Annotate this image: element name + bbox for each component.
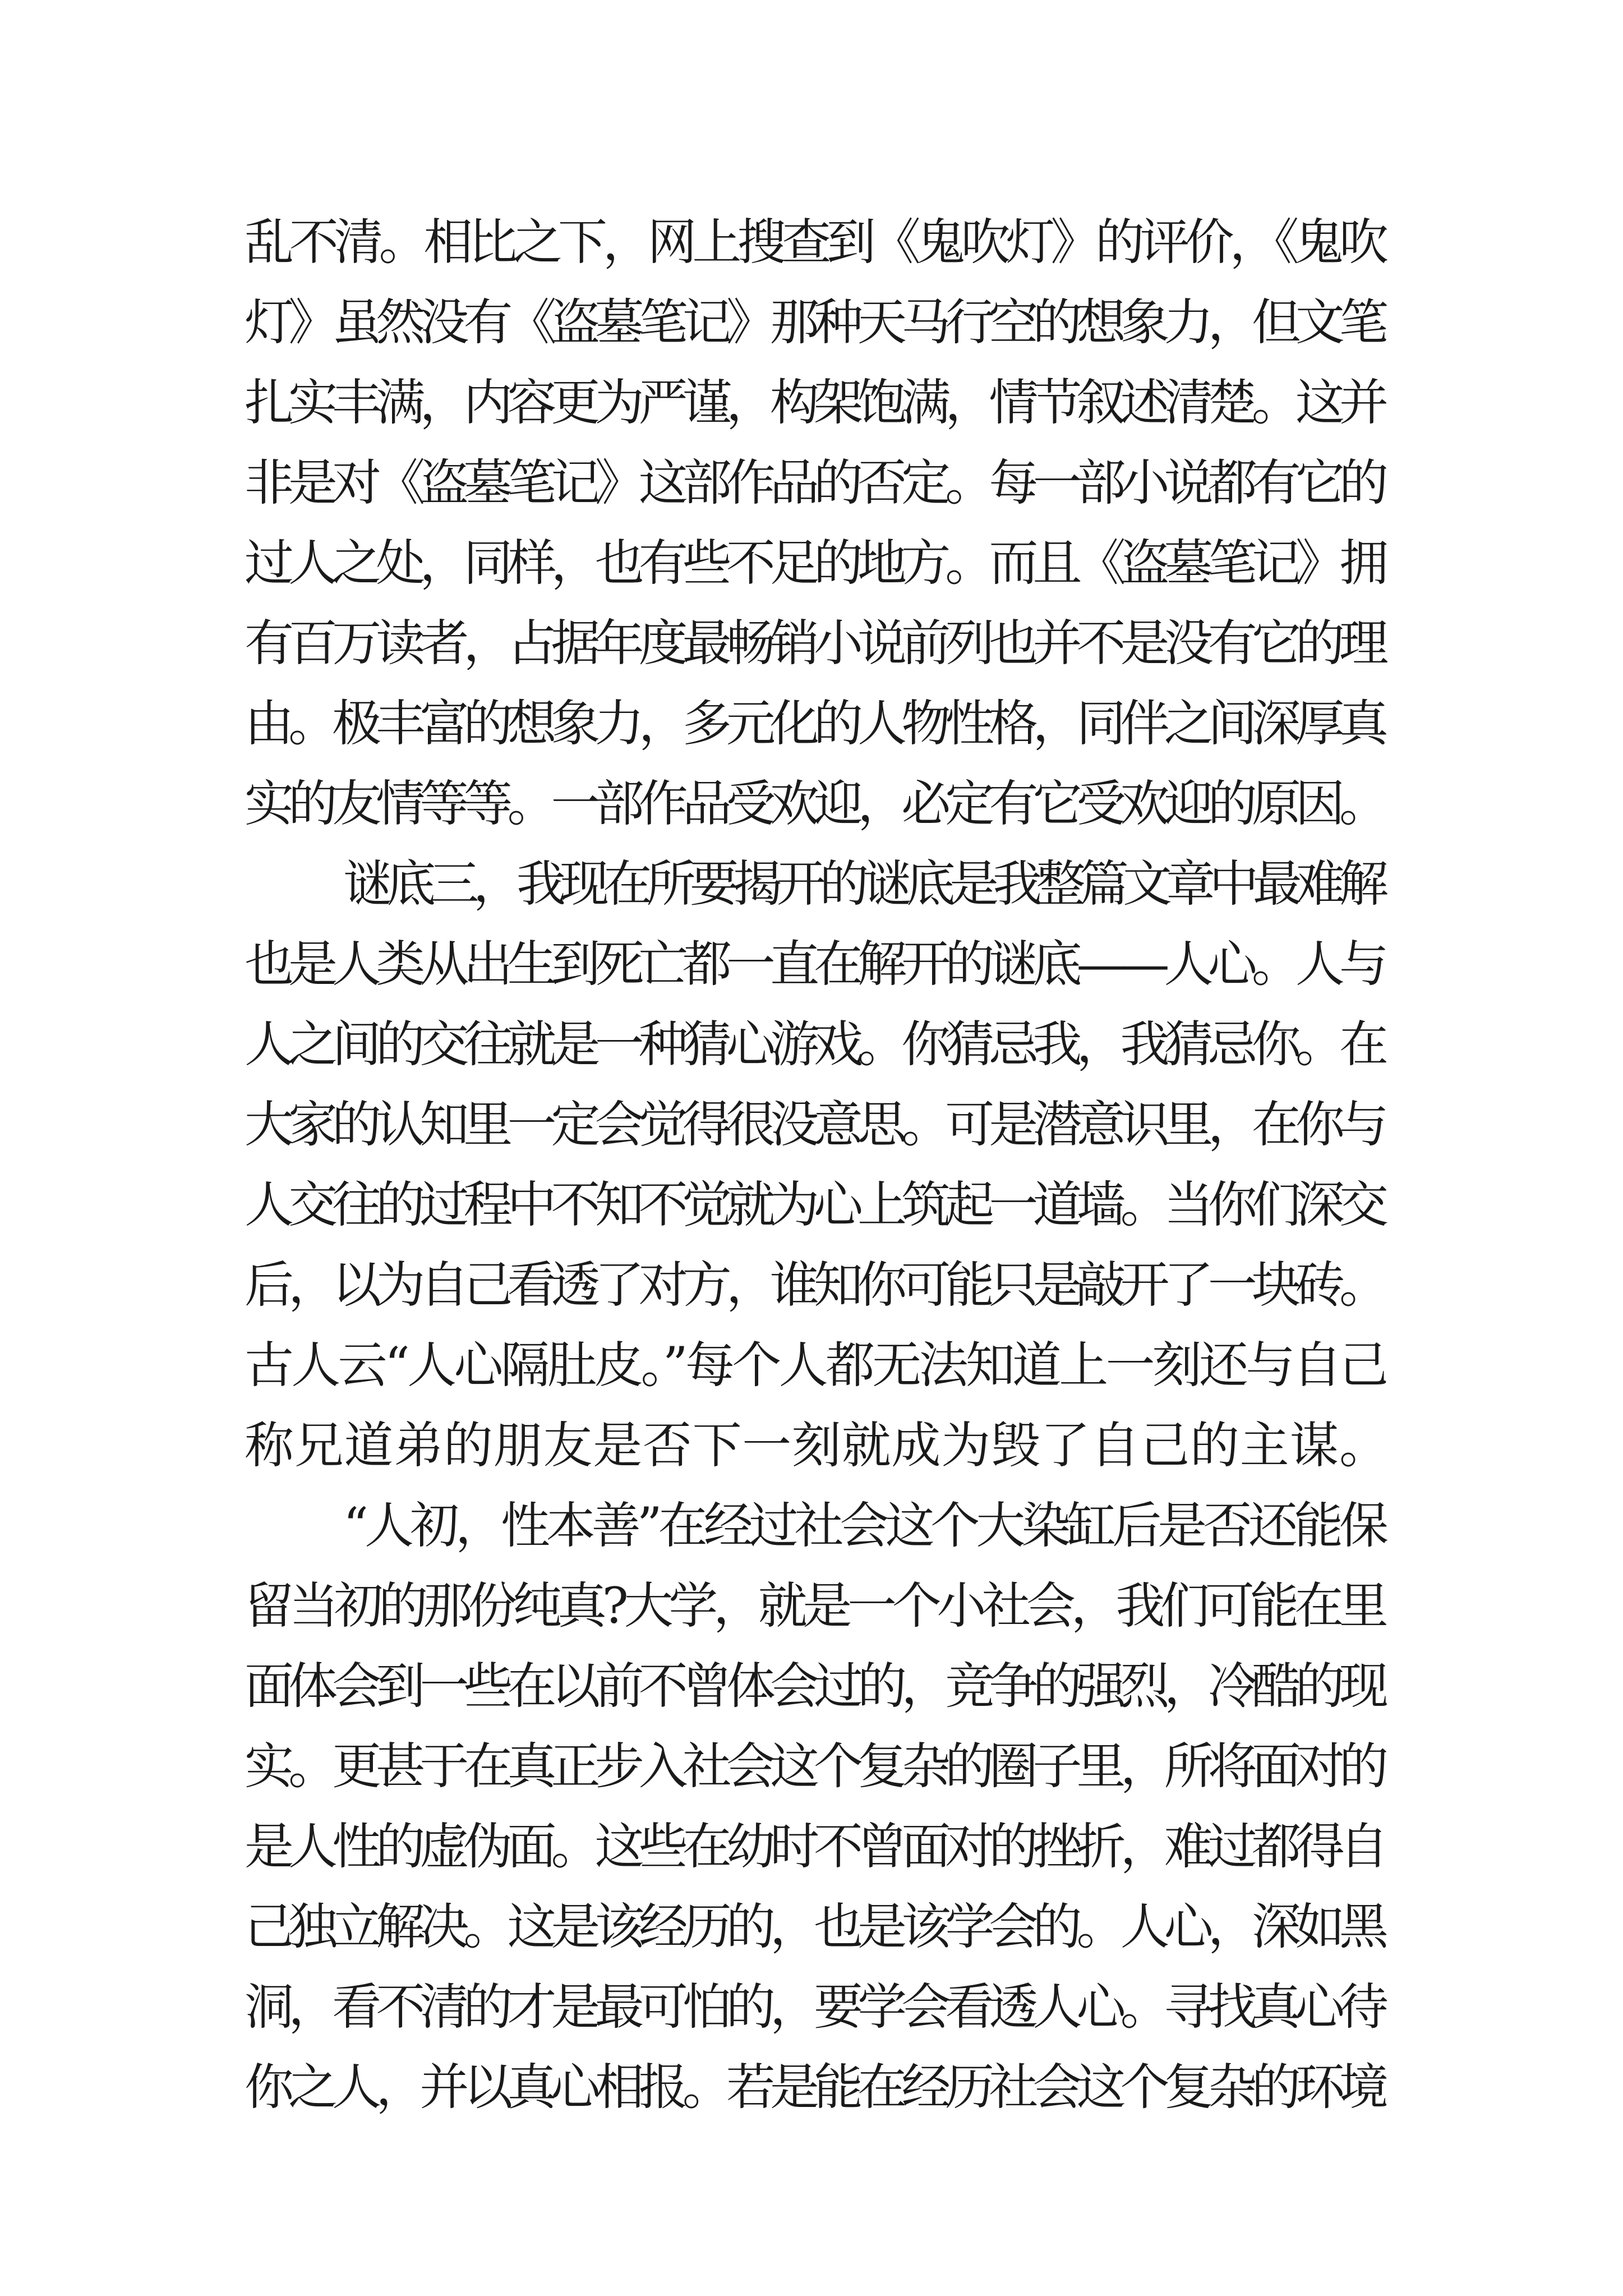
text-line: 你之人，并以真心相报。若是能在经历社会这个复杂的环境 [245, 2058, 1384, 2116]
text-line: 面体会到一些在以前不曾体会过的，竞争的强烈，冷酷的现 [245, 1657, 1384, 1715]
text-line: 大家的认知里一定会觉得很没意思。可是潜意识里，在你与 [245, 1096, 1384, 1153]
text-line: “人初，性本善”在经过社会这个大染缸后是否还能保 [343, 1497, 1385, 1554]
text-line: 灯》虽然没有《盗墓笔记》那种天马行空的想象力，但文笔 [245, 293, 1384, 351]
text-line: 实。更甚于在真正步入社会这个复杂的圈子里，所将面对的 [245, 1737, 1384, 1795]
text-line: 己独立解决。这是该经历的，也是该学会的。人心，深如黑 [245, 1898, 1384, 1955]
text-line: 后，以为自己看透了对方，谁知你可能只是敲开了一块砖。 [245, 1256, 1384, 1314]
text-line: 由。极丰富的想象力，多元化的人物性格，同伴之间深厚真 [245, 694, 1384, 752]
document-body [245, 202, 1389, 2127]
text-line: 是人性的虚伪面。这些在幼时不曾面对的挫折，难过都得自 [245, 1818, 1384, 1875]
text-line: 非是对《盗墓笔记》这部作品的否定。每一部小说都有它的 [245, 454, 1384, 512]
text-line: 扎实丰满，内容更为严谨，构架饱满，情节叙述清楚。这并 [245, 374, 1384, 431]
text-line: 实的友情等等。一部作品受欢迎，必定有它受欢迎的原因。 [245, 775, 1384, 832]
text-line: 人交往的过程中不知不觉就为心上筑起一道墙。当你们深交 [245, 1176, 1384, 1234]
text-line: 洞，看不清的才是最可怕的，要学会看透人心。寻找真心待 [245, 1978, 1384, 2036]
text-line: 留当初的那份纯真?大学，就是一个小社会，我们可能在里 [245, 1577, 1384, 1635]
text-line: 乱不清。相比之下，网上搜查到《鬼吹灯》的评价，《鬼吹 [245, 213, 1384, 271]
text-line: 有百万读者，占据年度最畅销小说前列也并不是没有它的理 [245, 614, 1384, 672]
text-line: 也是人类从出生到死亡都一直在解开的谜底——人心。人与 [245, 935, 1384, 993]
text-line: 古人云“人心隔肚皮。”每个人都无法知道上一刻还与自己 [245, 1336, 1386, 1394]
text-line: 人之间的交往就是一种猜心游戏。你猜忌我，我猜忌你。在 [245, 1015, 1384, 1073]
text-line: 过人之处，同样，也有些不足的地方。而且《盗墓笔记》拥 [245, 534, 1384, 592]
text-line: 谜底三，我现在所要揭开的谜底是我整篇文章中最难解 [343, 855, 1383, 913]
text-line: 称兄道弟的朋友是否下一刻就成为毁了自己的主谋。 [245, 1416, 1389, 1474]
